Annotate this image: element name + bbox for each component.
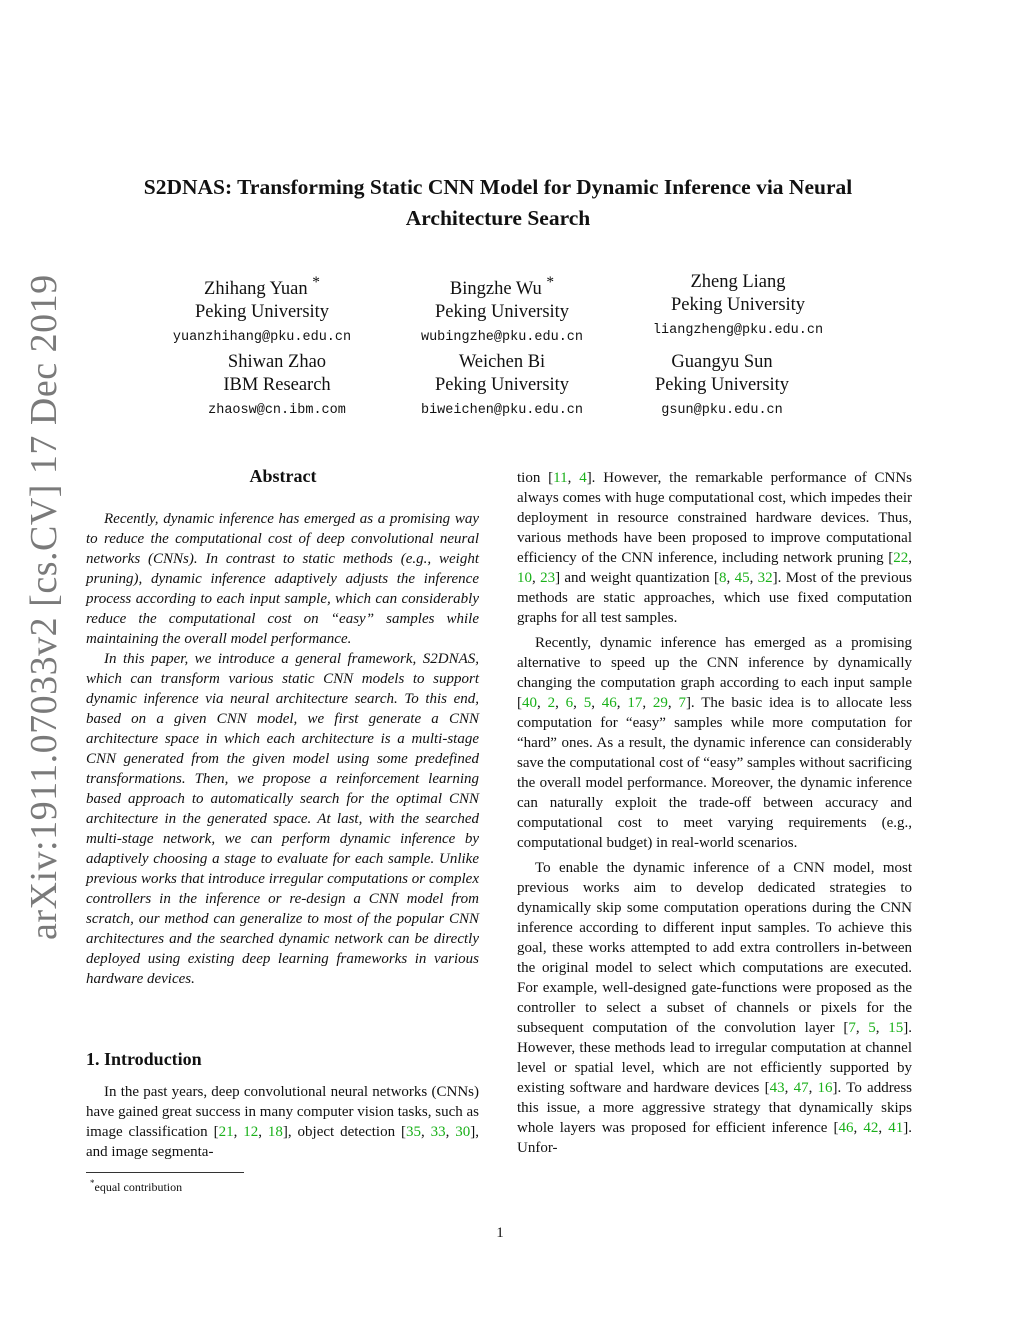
- equal-contribution-mark: *: [546, 274, 555, 291]
- author-name: Weichen Bi: [458, 352, 546, 372]
- citation-link[interactable]: 21: [218, 1124, 234, 1140]
- author-affiliation: IBM Research: [223, 375, 331, 395]
- author-block: [137, 271, 387, 347]
- author-name: Bingzhe Wu: [449, 279, 542, 300]
- abstract-body: [86, 509, 479, 989]
- citation-link[interactable]: 5: [583, 695, 592, 711]
- author-name: Zheng Liang: [690, 272, 786, 292]
- citation-link[interactable]: 23: [540, 570, 556, 586]
- citation-link[interactable]: 4: [579, 470, 587, 486]
- author-name: Guangyu Sun: [671, 352, 773, 372]
- author-block: [377, 271, 627, 347]
- citation-link[interactable]: 7: [678, 695, 686, 711]
- author-affiliation: Peking University: [670, 295, 806, 315]
- footnote: [90, 1178, 182, 1195]
- paper-title: S2DNAS: Transforming Static CNN Model for Dynamic Inference via Neural Architecture Search: [143, 175, 853, 230]
- footnote-mark: *: [90, 1178, 95, 1188]
- citation-link[interactable]: 30: [455, 1124, 471, 1140]
- citation-link[interactable]: 42: [863, 1120, 879, 1136]
- page-number: 1: [496, 1225, 504, 1241]
- citation-link[interactable]: 18: [267, 1124, 283, 1140]
- author-block: [377, 351, 627, 420]
- citation-link[interactable]: 40: [522, 695, 537, 711]
- citation-link[interactable]: 2: [547, 695, 556, 711]
- author-name: Shiwan Zhao: [227, 352, 327, 372]
- body-paragraph: To enable the dynamic inference of a CNN model, most previous works aim to develop dedicated strategies to dynamically skip some computation operations during the CNN inference according to different input samples. To achieve this goal, these works attempted to add extra controllers in-between the original model to select which computations are executed. For example, well-designed gate-functions were proposed as the controller to select a subset of channels or pixels for the subsequent computation of the convolution layer [7, 5, 15]. However, these methods lead to irregular computation at channel level or spatial level, which are not efficiently supported by existing software and hardware devices [43, 47, 16]. To address this issue, a more aggressive strategy that dynamically skips whole layers was proposed for efficient inference [46, 42, 41]. Unfor-: [517, 860, 913, 1156]
- body-paragraph: Recently, dynamic inference has emerged as a promising alternative to speed up the CNN inference by dynamically changing the computation graph according to each input sample [40, 2, 6, 5, 46, 17, 29, 7]. The basic idea is to allocate less computation for “easy” samples while more computation for “hard” ones. As a result, the dynamic inference can considerably save the computational cost of “easy” samples without sacrificing the overall model performance. Moreover, the dynamic inference can naturally exploit the trade-off between accuracy and computational cost to meet varying requirements (e.g., computational budget) in real-world scenarios.: [517, 635, 913, 851]
- equal-contribution-mark: *: [312, 274, 320, 291]
- citation-link[interactable]: 29: [652, 695, 668, 711]
- citation-link[interactable]: 32: [757, 570, 773, 586]
- author-affiliation: Peking University: [654, 375, 790, 395]
- author-email[interactable]: gsun@pku.edu.cn: [661, 403, 783, 418]
- author-block: [597, 351, 847, 420]
- citation-link[interactable]: 7: [848, 1020, 856, 1036]
- body-paragraph: tion [11, 4]. However, the remarkable performance of CNNs always comes with huge computational cost, which impedes their deployment in resource constrained hardware devices. Thus, various methods have been proposed to improve computational efficiency of the CNN inference, including network pruning [22, 10, 23] and weight quantization [8, 45, 32]. Most of the previous methods are static approaches, which use fixed computation graphs for all test samples.: [517, 470, 913, 626]
- section-heading-introduction: 1. Introduction: [86, 1049, 202, 1069]
- citation-link[interactable]: 11: [553, 470, 568, 486]
- abstract-paragraph: Recently, dynamic inference has emerged as a promising way to reduce the computational cost of deep convolutional neural networks (CNNs). In contrast to static methods (e.g., weight pruning), dynamic inference adaptively adjusts the inference process according to each input sample, which can considerably reduce the computational cost on “easy” samples while maintaining the overall model performance.: [86, 511, 479, 647]
- citation-link[interactable]: 15: [888, 1020, 904, 1036]
- intro-paragraph: In the past years, deep convolutional neural networks (CNNs) have gained great success in many computer vision tasks, such as image classification [21, 12, 18], object detection [35, 33, 30], and image segmenta-: [86, 1084, 480, 1160]
- citation-link[interactable]: 43: [769, 1080, 785, 1096]
- author-email[interactable]: biweichen@pku.edu.cn: [420, 403, 584, 418]
- citation-link[interactable]: 6: [565, 695, 574, 711]
- right-column-body: [517, 468, 912, 1163]
- abstract-paragraph: In this paper, we introduce a general framework, S2DNAS, which can transform various static CNN models to support dynamic inference via neural architecture search. To this end, based on a given CNN model, we first generate a CNN architecture space in which each architecture is a multi-stage CNN generated from the given model using some predefined transformations. Then, we propose a reinforcement learning based approach to automatically search for the optimal CNN architecture in the generated space. At last, with the searched multi-stage network, we can perform dynamic inference by adaptively choosing a stage to evaluate for each sample. Unlike previous works that introduce irregular computations or complex controllers in the inference or re-design a CNN model from scratch, our method can generalize to most of the popular CNN architectures and the searched dynamic network can be directly deployed using existing deep learning frameworks in various hardware devices.: [86, 651, 479, 987]
- abstract-heading: Abstract: [249, 466, 317, 486]
- citation-link[interactable]: 17: [627, 695, 643, 711]
- citation-link[interactable]: 41: [888, 1120, 904, 1136]
- author-name: Zhihang Yuan: [204, 279, 308, 300]
- intro-body: [86, 1082, 479, 1162]
- citation-link[interactable]: 33: [430, 1124, 446, 1140]
- citation-link[interactable]: 35: [405, 1124, 421, 1140]
- author-email[interactable]: liangzheng@pku.edu.cn: [652, 323, 824, 338]
- arxiv-identifier: arXiv:1911.07033v2 [cs.CV] 17 Dec 2019: [23, 274, 65, 940]
- author-email[interactable]: zhaosw@cn.ibm.com: [208, 403, 346, 418]
- citation-link[interactable]: 10: [517, 570, 532, 586]
- citation-link[interactable]: 46: [601, 695, 617, 711]
- citation-link[interactable]: 47: [793, 1080, 809, 1096]
- citation-link[interactable]: 12: [243, 1124, 259, 1140]
- citation-link[interactable]: 16: [817, 1080, 833, 1096]
- author-block: [613, 271, 863, 340]
- citation-link[interactable]: 45: [734, 570, 750, 586]
- author-affiliation: Peking University: [194, 302, 330, 323]
- citation-link[interactable]: 5: [868, 1020, 876, 1036]
- author-affiliation: Peking University: [434, 302, 570, 323]
- author-affiliation: Peking University: [434, 375, 570, 395]
- footnote-divider: [86, 1172, 244, 1173]
- author-email[interactable]: wubingzhe@pku.edu.cn: [420, 330, 584, 346]
- citation-link[interactable]: 22: [893, 550, 909, 566]
- citation-link[interactable]: 8: [718, 570, 727, 586]
- author-email[interactable]: yuanzhihang@pku.edu.cn: [172, 330, 352, 346]
- citation-link[interactable]: 46: [838, 1120, 854, 1136]
- author-block: [152, 351, 402, 420]
- footnote-text: equal contribution: [94, 1180, 183, 1194]
